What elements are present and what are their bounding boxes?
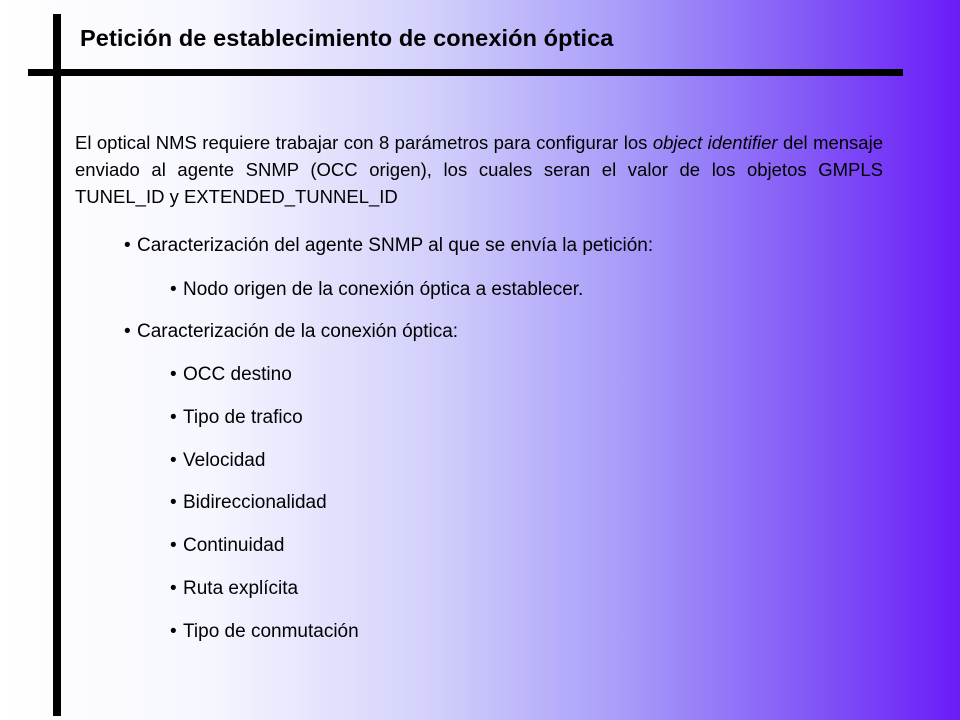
list-item-text: Ruta explícita [183,578,299,599]
bullet-icon: • [170,578,177,599]
bullet-icon: • [124,321,131,342]
list-item [170,407,303,429]
slide-title: Petición de establecimiento de conexión óptica [80,25,614,51]
list-item-text: Caracterización de la conexión óptica: [137,321,459,342]
bullet-icon: • [170,450,177,471]
list-item-text: Continuidad [183,535,285,556]
list-item [124,321,458,343]
intro-text-1: El optical NMS requiere trabajar con 8 parámetros para configurar los [75,132,653,153]
list-item-text: Velocidad [183,450,266,471]
bullet-icon: • [170,621,177,642]
intro-text-2: del mensaje enviado al agente SNMP (OCC origen), los cuales seran el valor de los objetos GMPLS TUNEL_ID y EXTENDED_TUNNEL_ID [75,132,883,207]
vertical-rule [53,14,61,716]
list-item [170,578,298,600]
list-item [170,621,359,643]
list-item [170,450,265,472]
horizontal-rule [28,69,903,76]
intro-emphasis: object identifier [652,132,778,153]
list-item-text: Bidireccionalidad [183,492,327,513]
bullet-icon: • [170,364,177,385]
list-item [124,235,653,257]
bullet-icon: • [170,492,177,513]
bullet-icon: • [170,407,177,428]
list-item-text: Tipo de conmutación [183,621,359,642]
list-item-text: Nodo origen de la conexión óptica a establecer. [183,279,584,300]
bullet-icon: • [170,279,177,300]
bullet-icon: • [170,535,177,556]
list-item [170,364,292,386]
list-item-text: Caracterización del agente SNMP al que se envía la petición: [137,235,654,256]
list-item [170,535,284,557]
intro-paragraph [75,129,883,210]
list-item [170,279,583,301]
list-item-text: Tipo de trafico [183,407,303,428]
list-item [170,492,327,514]
list-item-text: OCC destino [183,364,292,385]
bullet-icon: • [124,235,131,256]
